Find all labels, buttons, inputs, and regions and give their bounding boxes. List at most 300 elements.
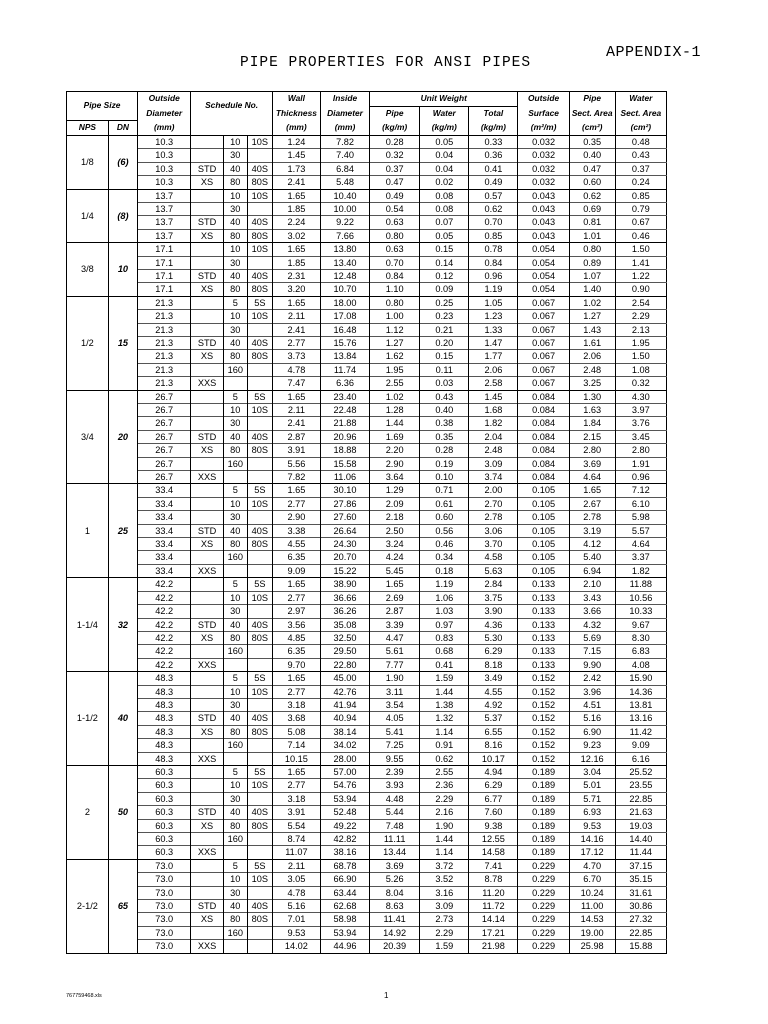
- wall-thickness-cell: 1.65: [272, 672, 320, 685]
- total-weight-cell: 0.70: [469, 216, 518, 229]
- wall-thickness-cell: 2.77: [272, 336, 320, 349]
- table-row: [67, 310, 667, 323]
- water-weight-cell: 0.91: [420, 739, 469, 752]
- total-weight-cell: 0.85: [469, 229, 518, 242]
- pipe-sect-area-cell: 2.67: [569, 497, 615, 510]
- outside-diameter-cell: 73.0: [138, 900, 191, 913]
- sch-no-cell: 80: [223, 229, 247, 242]
- outside-diameter-cell: 13.7: [138, 216, 191, 229]
- total-weight-cell: 2.58: [469, 377, 518, 390]
- water-sect-area-cell: 0.96: [615, 471, 666, 484]
- water-sect-area-cell: 31.61: [615, 886, 666, 899]
- total-weight-cell: 8.16: [469, 739, 518, 752]
- table-row: [67, 323, 667, 336]
- table-row: [67, 538, 667, 551]
- water-weight-cell: 0.04: [420, 162, 469, 175]
- pipe-weight-cell: 3.24: [370, 538, 420, 551]
- pipe-sect-area-cell: 2.15: [569, 430, 615, 443]
- table-row: [67, 243, 667, 256]
- water-weight-cell: 0.41: [420, 658, 469, 671]
- water-weight-cell: 2.29: [420, 926, 469, 939]
- sch-s-cell: 40S: [247, 712, 272, 725]
- sch-std-cell: STD: [191, 269, 223, 282]
- wall-thickness-cell: 4.78: [272, 886, 320, 899]
- wall-thickness-cell: 2.90: [272, 511, 320, 524]
- wall-thickness-cell: 5.54: [272, 819, 320, 832]
- pipe-sect-area-cell: 3.96: [569, 685, 615, 698]
- table-row: [67, 685, 667, 698]
- pipe-sect-area-cell: 0.47: [569, 162, 615, 175]
- sch-s-cell: 10S: [247, 189, 272, 202]
- pipe-sect-area-cell: 1.43: [569, 323, 615, 336]
- pipe-sect-area-cell: 1.01: [569, 229, 615, 242]
- pipe-sect-area-cell: 0.89: [569, 256, 615, 269]
- water-sect-area-cell: 5.57: [615, 524, 666, 537]
- table-row: [67, 135, 667, 148]
- table-body: [67, 135, 667, 953]
- pipe-weight-cell: 0.63: [370, 216, 420, 229]
- wall-thickness-cell: 10.15: [272, 752, 320, 765]
- wall-thickness-cell: 7.47: [272, 377, 320, 390]
- inside-diameter-cell: 38.90: [320, 578, 369, 591]
- inside-diameter-unit: (mm): [320, 121, 369, 136]
- sch-no-cell: 10: [223, 873, 247, 886]
- outside-diameter-cell: 42.2: [138, 645, 191, 658]
- table-row: [67, 792, 667, 805]
- water-weight-cell: 0.68: [420, 645, 469, 658]
- sch-s-cell: [247, 377, 272, 390]
- sch-std-cell: [191, 202, 223, 215]
- sch-s-cell: 10S: [247, 873, 272, 886]
- dn-cell: (8): [108, 189, 137, 243]
- wall-thickness-cell: 1.65: [272, 765, 320, 778]
- sch-s-cell: [247, 846, 272, 859]
- outside-diameter-cell: 33.4: [138, 524, 191, 537]
- sch-std-cell: XXS: [191, 658, 223, 671]
- table-row: [67, 551, 667, 564]
- pipe-sect-area-cell: 2.80: [569, 444, 615, 457]
- outside-surface-cell: 0.084: [518, 471, 569, 484]
- wall-thickness-cell: 1.65: [272, 390, 320, 403]
- sch-s-cell: [247, 323, 272, 336]
- table-row: [67, 497, 667, 510]
- pipe-sect-area-cell: 1.27: [569, 310, 615, 323]
- outside-diameter-cell: 13.7: [138, 229, 191, 242]
- outside-surface-cell: 0.084: [518, 457, 569, 470]
- sch-s-cell: [247, 417, 272, 430]
- sch-std-cell: [191, 792, 223, 805]
- pipe-sect-area-cell: 3.69: [569, 457, 615, 470]
- wall-thickness-cell: 7.82: [272, 471, 320, 484]
- water-weight-cell: 0.21: [420, 323, 469, 336]
- sch-no-cell: 5: [223, 765, 247, 778]
- outside-diameter-cell: 42.2: [138, 631, 191, 644]
- water-sect-area-cell: 2.54: [615, 296, 666, 309]
- sch-no-cell: 10: [223, 135, 247, 148]
- water-sect-area-cell: 0.79: [615, 202, 666, 215]
- water-weight-cell: 0.15: [420, 243, 469, 256]
- sch-s-cell: 40S: [247, 900, 272, 913]
- wall-thickness-cell: 1.73: [272, 162, 320, 175]
- wall-thickness-cell: 1.65: [272, 578, 320, 591]
- outside-diameter-cell: 48.3: [138, 725, 191, 738]
- sch-no-cell: 160: [223, 739, 247, 752]
- sch-s-cell: [247, 645, 272, 658]
- water-sect-area-cell: 11.44: [615, 846, 666, 859]
- pipe-weight-cell: 2.09: [370, 497, 420, 510]
- outside-surface-cell: 0.229: [518, 926, 569, 939]
- sch-s-cell: 40S: [247, 618, 272, 631]
- outside-diameter-cell: 33.4: [138, 484, 191, 497]
- wall-thickness-cell: 8.74: [272, 833, 320, 846]
- pipe-sect-area-cell: 2.42: [569, 672, 615, 685]
- sch-no-cell: 5: [223, 390, 247, 403]
- wall-thickness-cell: 14.02: [272, 940, 320, 953]
- sch-no-cell: [223, 471, 247, 484]
- wall-thickness-cell: 11.07: [272, 846, 320, 859]
- wall-thickness-cell: 3.05: [272, 873, 320, 886]
- pipe-sect-area-cell: 6.70: [569, 873, 615, 886]
- total-weight-cell: 11.72: [469, 900, 518, 913]
- outside-surface-cell: 0.032: [518, 135, 569, 148]
- total-weight-cell: 7.41: [469, 859, 518, 872]
- pipe-sect-area-cell: 1.84: [569, 417, 615, 430]
- water-sect-area-cell: 15.90: [615, 672, 666, 685]
- water-sect-area-cell: 0.37: [615, 162, 666, 175]
- pipe-sect-area-cell: 25.98: [569, 940, 615, 953]
- water-weight-cell: 0.08: [420, 202, 469, 215]
- pipe-sect-area-cell: 1.63: [569, 404, 615, 417]
- pipe-weight-cell: 9.55: [370, 752, 420, 765]
- table-row: [67, 886, 667, 899]
- outside-surface-cell: 0.084: [518, 390, 569, 403]
- sch-s-cell: [247, 202, 272, 215]
- pipe-sect-area-cell: 7.15: [569, 645, 615, 658]
- sch-s-cell: 40S: [247, 269, 272, 282]
- table-row: [67, 926, 667, 939]
- outside-diameter-cell: 21.3: [138, 296, 191, 309]
- wall-thickness-cell: 1.65: [272, 243, 320, 256]
- wall-thickness-cell: 2.77: [272, 497, 320, 510]
- water-weight-cell: 0.38: [420, 417, 469, 430]
- total-weight-cell: 1.47: [469, 336, 518, 349]
- water-weight-unit: (kg/m): [420, 121, 469, 136]
- sch-std-cell: STD: [191, 162, 223, 175]
- sch-s-cell: 5S: [247, 390, 272, 403]
- water-weight-cell: 1.14: [420, 846, 469, 859]
- pipe-weight-cell: 0.49: [370, 189, 420, 202]
- water-sect-area-cell: 8.30: [615, 631, 666, 644]
- outside-surface-cell: 0.105: [518, 497, 569, 510]
- outside-surface-cell: 0.229: [518, 859, 569, 872]
- sch-s-cell: [247, 149, 272, 162]
- outside-surface-cell: 0.105: [518, 551, 569, 564]
- pipe-weight-cell: 20.39: [370, 940, 420, 953]
- water-sect-area-cell: 22.85: [615, 926, 666, 939]
- table-row: [67, 256, 667, 269]
- table-row: [67, 216, 667, 229]
- pipe-sect-area-cell: 1.61: [569, 336, 615, 349]
- water-sect-area-cell: 5.98: [615, 511, 666, 524]
- water-weight-cell: 0.56: [420, 524, 469, 537]
- pipe-weight-cell: 1.27: [370, 336, 420, 349]
- total-weight-cell: 2.04: [469, 430, 518, 443]
- sch-no-cell: 30: [223, 149, 247, 162]
- outside-diameter-cell: 42.2: [138, 658, 191, 671]
- pipe-weight-cell: 1.65: [370, 578, 420, 591]
- water-sect-area-cell: 6.10: [615, 497, 666, 510]
- water-weight-cell: 2.73: [420, 913, 469, 926]
- wall-thickness-cell: 1.65: [272, 296, 320, 309]
- inside-diameter-cell: 41.94: [320, 698, 369, 711]
- table-row: [67, 162, 667, 175]
- sch-no-cell: [223, 564, 247, 577]
- sch-no-cell: 40: [223, 618, 247, 631]
- sch-s-cell: 40S: [247, 216, 272, 229]
- table-row: [67, 618, 667, 631]
- outside-surface-cell: 0.152: [518, 752, 569, 765]
- outside-surface-cell: 0.043: [518, 216, 569, 229]
- pipe-sect-area-cell: 0.81: [569, 216, 615, 229]
- pipe-sect-area-cell: 2.48: [569, 363, 615, 376]
- wall-thickness-cell: 3.56: [272, 618, 320, 631]
- sch-s-cell: 10S: [247, 591, 272, 604]
- wall-thickness-cell: 1.45: [272, 149, 320, 162]
- sch-s-cell: 5S: [247, 672, 272, 685]
- inside-diameter-cell: 23.40: [320, 390, 369, 403]
- outside-diameter-cell: 33.4: [138, 511, 191, 524]
- outside-diameter-cell: 48.3: [138, 752, 191, 765]
- inside-diameter-cell: 13.80: [320, 243, 369, 256]
- sch-s-cell: 80S: [247, 819, 272, 832]
- water-sect-area-cell: 15.88: [615, 940, 666, 953]
- outside-surface-cell: 0.105: [518, 538, 569, 551]
- outside-surface-cell: 0.067: [518, 296, 569, 309]
- sch-s-cell: 10S: [247, 497, 272, 510]
- inside-diameter-cell: 10.70: [320, 283, 369, 296]
- water-weight-cell: 1.90: [420, 819, 469, 832]
- sch-std-cell: [191, 323, 223, 336]
- water-sect-area-cell: 11.42: [615, 725, 666, 738]
- outside-diameter-cell: 73.0: [138, 859, 191, 872]
- pipe-sect-area-cell: 9.23: [569, 739, 615, 752]
- outside-surface-cell: 0.067: [518, 310, 569, 323]
- total-weight-cell: 17.21: [469, 926, 518, 939]
- water-weight-cell: 1.44: [420, 833, 469, 846]
- sch-std-cell: [191, 404, 223, 417]
- inside-diameter-cell: 49.22: [320, 819, 369, 832]
- sch-no-cell: 30: [223, 605, 247, 618]
- wall-thickness-cell: 7.01: [272, 913, 320, 926]
- wall-thickness-cell: 1.85: [272, 256, 320, 269]
- outside-surface-cell: 0.189: [518, 792, 569, 805]
- outside-surface-cell: 0.032: [518, 176, 569, 189]
- outside-surface-cell: 0.133: [518, 591, 569, 604]
- total-weight-cell: 3.09: [469, 457, 518, 470]
- total-weight-cell: 0.36: [469, 149, 518, 162]
- inside-diameter-cell: 5.48: [320, 176, 369, 189]
- outside-diameter-cell: 60.3: [138, 779, 191, 792]
- total-weight-cell: 0.78: [469, 243, 518, 256]
- water-weight-cell: 1.14: [420, 725, 469, 738]
- table-row: [67, 417, 667, 430]
- pipe-sect-area-cell: 5.71: [569, 792, 615, 805]
- total-weight-cell: 9.38: [469, 819, 518, 832]
- total-weight-cell: 1.77: [469, 350, 518, 363]
- sch-s-cell: 10S: [247, 243, 272, 256]
- sch-no-cell: 5: [223, 672, 247, 685]
- sch-no-cell: 80: [223, 725, 247, 738]
- wall-thickness-cell: 6.35: [272, 551, 320, 564]
- pipe-weight-cell: 3.64: [370, 471, 420, 484]
- inside-diameter-cell: 16.48: [320, 323, 369, 336]
- sch-no-cell: 80: [223, 444, 247, 457]
- appendix-label: APPENDIX-1: [606, 44, 702, 61]
- sch-s-cell: [247, 551, 272, 564]
- outside-surface-cell: 0.105: [518, 564, 569, 577]
- sch-no-cell: 160: [223, 926, 247, 939]
- pipe-weight-cell: 3.11: [370, 685, 420, 698]
- sch-s-cell: [247, 886, 272, 899]
- inside-diameter-cell: 15.22: [320, 564, 369, 577]
- sch-std-cell: STD: [191, 524, 223, 537]
- water-weight-cell: 0.07: [420, 216, 469, 229]
- total-weight-cell: 1.33: [469, 323, 518, 336]
- table-row: [67, 484, 667, 497]
- sch-std-cell: [191, 149, 223, 162]
- pipe-sect-area-cell: 9.53: [569, 819, 615, 832]
- water-weight-cell: 0.97: [420, 618, 469, 631]
- sch-s-cell: [247, 926, 272, 939]
- water-sect-area-cell: 0.67: [615, 216, 666, 229]
- water-sect-area-cell: 3.76: [615, 417, 666, 430]
- table-row: [67, 229, 667, 242]
- inside-diameter-cell: 10.40: [320, 189, 369, 202]
- water-sect-area-cell: 9.09: [615, 739, 666, 752]
- pipe-sect-area-cell: 11.00: [569, 900, 615, 913]
- outside-surface-cell: 0.133: [518, 645, 569, 658]
- water-weight-cell: 1.06: [420, 591, 469, 604]
- table-row: [67, 404, 667, 417]
- pipe-weight-cell: 2.20: [370, 444, 420, 457]
- outside-diameter-cell: 21.3: [138, 336, 191, 349]
- total-weight-cell: 5.30: [469, 631, 518, 644]
- water-weight-cell: 1.32: [420, 712, 469, 725]
- pipe-weight-cell: 13.44: [370, 846, 420, 859]
- table-row: [67, 658, 667, 671]
- water-sect-area-cell: 25.52: [615, 765, 666, 778]
- sch-no-cell: 80: [223, 350, 247, 363]
- sch-std-cell: [191, 457, 223, 470]
- pipe-sect-area-cell: 0.80: [569, 243, 615, 256]
- water-weight-cell: 0.40: [420, 404, 469, 417]
- inside-diameter-cell: 7.82: [320, 135, 369, 148]
- water-weight-cell: 0.25: [420, 296, 469, 309]
- pipe-weight-cell: 7.25: [370, 739, 420, 752]
- water-sect-area-cell: 6.16: [615, 752, 666, 765]
- water-weight-cell: 0.14: [420, 256, 469, 269]
- sch-no-cell: 160: [223, 363, 247, 376]
- water-weight-cell: 0.46: [420, 538, 469, 551]
- sch-std-cell: XXS: [191, 471, 223, 484]
- sch-no-cell: [223, 846, 247, 859]
- pipe-weight-cell: 1.90: [370, 672, 420, 685]
- water-sect-area-cell: 27.32: [615, 913, 666, 926]
- outside-surface-cell: 0.189: [518, 765, 569, 778]
- sch-s-cell: 5S: [247, 859, 272, 872]
- water-sect-area-cell: 14.40: [615, 833, 666, 846]
- sch-std-cell: STD: [191, 430, 223, 443]
- dn-cell: (6): [108, 135, 137, 189]
- total-weight-cell: 0.62: [469, 202, 518, 215]
- sch-no-cell: 5: [223, 859, 247, 872]
- pipe-weight-cell: 1.95: [370, 363, 420, 376]
- outside-surface-header-1: Outside: [518, 92, 569, 107]
- sch-no-cell: 160: [223, 551, 247, 564]
- sch-no-cell: [223, 940, 247, 953]
- outside-surface-cell: 0.067: [518, 377, 569, 390]
- sch-std-cell: [191, 551, 223, 564]
- wall-thickness-cell: 1.65: [272, 484, 320, 497]
- wall-thickness-cell: 4.78: [272, 363, 320, 376]
- outside-diameter-cell: 42.2: [138, 591, 191, 604]
- water-weight-cell: 0.60: [420, 511, 469, 524]
- sch-std-cell: XS: [191, 725, 223, 738]
- inside-diameter-cell: 6.84: [320, 162, 369, 175]
- total-weight-cell: 1.82: [469, 417, 518, 430]
- total-weight-cell: 4.94: [469, 765, 518, 778]
- inside-diameter-cell: 57.00: [320, 765, 369, 778]
- table-row: [67, 765, 667, 778]
- water-sect-area-cell: 2.80: [615, 444, 666, 457]
- table-row: [67, 564, 667, 577]
- water-weight-cell: 0.61: [420, 497, 469, 510]
- pipe-sect-area-cell: 4.51: [569, 698, 615, 711]
- inside-diameter-cell: 22.80: [320, 658, 369, 671]
- outside-surface-cell: 0.229: [518, 873, 569, 886]
- outside-surface-cell: 0.229: [518, 940, 569, 953]
- pipe-weight-cell: 2.50: [370, 524, 420, 537]
- outside-surface-cell: 0.067: [518, 363, 569, 376]
- water-weight-cell: 3.52: [420, 873, 469, 886]
- sch-no-cell: 40: [223, 900, 247, 913]
- water-weight-cell: 0.71: [420, 484, 469, 497]
- sch-no-cell: [223, 377, 247, 390]
- water-weight-cell: 3.72: [420, 859, 469, 872]
- sch-s-cell: 5S: [247, 484, 272, 497]
- outside-diameter-cell: 33.4: [138, 497, 191, 510]
- wall-thickness-cell: 1.85: [272, 202, 320, 215]
- wall-thickness-cell: 3.02: [272, 229, 320, 242]
- pipe-weight-cell: 7.77: [370, 658, 420, 671]
- pipe-weight-cell: 14.92: [370, 926, 420, 939]
- pipe-sect-area-cell: 3.43: [569, 591, 615, 604]
- water-sect-area-cell: 0.43: [615, 149, 666, 162]
- total-weight-cell: 3.06: [469, 524, 518, 537]
- inside-diameter-cell: 29.50: [320, 645, 369, 658]
- nps-cell: 2-1/2: [67, 859, 109, 953]
- sch-std-cell: [191, 578, 223, 591]
- wall-thickness-header-1: Wall: [272, 92, 320, 107]
- sch-s-cell: 10S: [247, 779, 272, 792]
- sch-std-cell: [191, 859, 223, 872]
- pipe-sect-area-cell: 0.40: [569, 149, 615, 162]
- outside-surface-cell: 0.133: [518, 658, 569, 671]
- water-weight-cell: 1.59: [420, 940, 469, 953]
- inside-diameter-cell: 13.40: [320, 256, 369, 269]
- pipe-sect-area-cell: 19.00: [569, 926, 615, 939]
- table-row: [67, 591, 667, 604]
